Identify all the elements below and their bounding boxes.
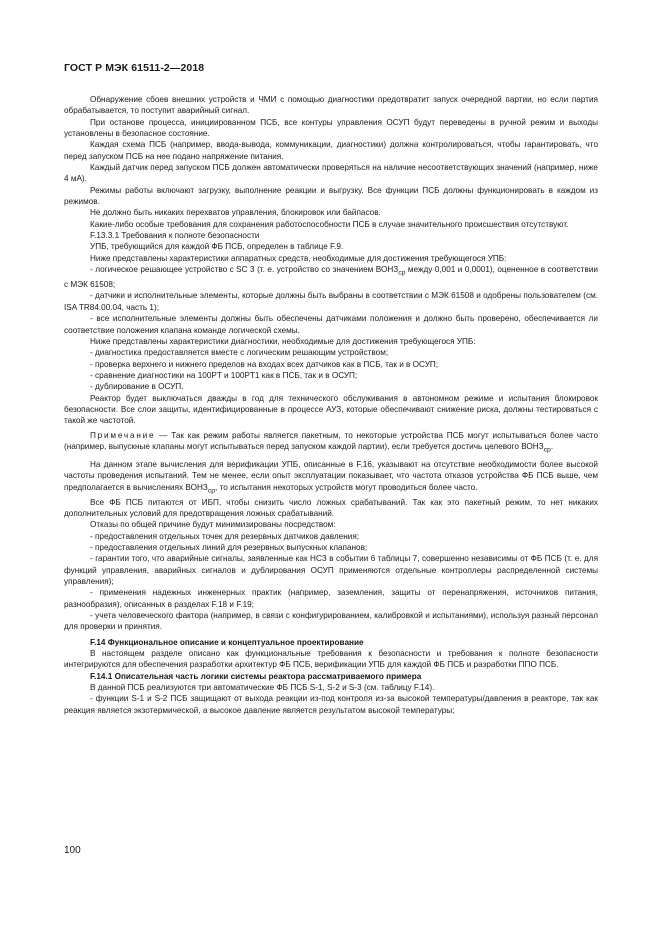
- paragraph: Режимы работы включают загрузку, выполнение реакции и выгрузку. Все функции ПСБ должны функционировать в каждом из режимов.: [64, 185, 598, 207]
- list-item: - гарантии того, что аварийные сигналы, заявленные как НСЗ в событии 6 таблицы 7, совершенно независимы от ФБ ПСБ (т. е. для функций управления, аварийных сигналов и дублирования ОСУП применяются отдельные контроллеры распределенной системы управления);: [64, 554, 598, 587]
- paragraph: Каждая схема ПСБ (например, ввода-вывода, коммуникации, диагностики) должна контролироваться, чтобы гарантировать, что перед запуском ПСБ на нее подано напряжение питания.: [64, 140, 598, 161]
- subscript: ср: [543, 446, 551, 454]
- paragraph: УПБ, требующийся для каждой ФБ ПСБ, определен в таблице F.9.: [90, 242, 344, 252]
- paragraph: В данной ПСБ реализуются три автоматические ФБ ПСБ S-1, S-2 и S-3 (см. таблицу F.14).: [90, 683, 435, 693]
- paragraph: [64, 459, 598, 497]
- subsection-heading: F.14.1 Описательная часть логики системы реактора рассматриваемого примера: [90, 671, 422, 681]
- list-item: - учета человеческого фактора (например, в связи с конфигурированием, калибровкой и испытаниями), используя разный персонал для проверки и принятия.: [64, 611, 598, 632]
- subsection-heading: F.13.3.1 Требования к полноте безопасности: [90, 231, 260, 241]
- paragraph: Реактор будет выключаться дважды в год для технического обслуживания в автономном режиме и испытания блокировок безопасности. Все слои защиты, идентифицированные в процессе АУЗ, которые обеспечивают снижение риска, должны тестироваться с такой же частотой.: [64, 393, 598, 426]
- note-tail: .: [550, 441, 554, 451]
- paragraph-text: На данном этапе вычисления для верификации УПБ, описанные в F.16, указывают на отсутствие необходимости более высокой частоты проведения испытаний. Тем не менее, если опыт эксплуатации показывает, что частота отказов устройства ФБ ПСБ выше, чем предполагается в вычислениях ВОНЗ: [64, 459, 598, 492]
- paragraph: Какие-либо особые требования для сохранения работоспособности ПСБ в случае значительного происшествия отсутствуют.: [90, 219, 569, 229]
- paragraph: Отказы по общей причине будут минимизированы посредством:: [90, 520, 336, 530]
- paragraph-tail: , то испытания некоторых устройств могут проводиться более часто.: [215, 482, 478, 492]
- list-item: - все исполнительные элементы должны быть обеспечены датчиками положения и должно быть проверено, обеспечивается ли соответствие положения клапана команде логической схемы.: [64, 314, 598, 335]
- list-item: - проверка верхнего и нижнего пределов на входах всех датчиков как в ПСБ, так и в ОСУП;: [90, 359, 439, 369]
- section-heading: F.14 Функциональное описание и концептуальное проектирование: [90, 637, 364, 647]
- list-item: - дублирование в ОСУП.: [90, 382, 184, 392]
- subscript: ср: [207, 487, 216, 495]
- paragraph: Все ФБ ПСБ питаются от ИБП, чтобы снизить число ложных срабатываний. Так как это пакетный режим, то нет никаких дополнительных условий для предотвращения ложных срабатываний.: [64, 497, 598, 518]
- list-item-text-tail: между 0,001 и 0,0001), оцененное в соответствии с МЭК 61508;: [64, 265, 598, 290]
- list-item-text: - логическое решающее устройство с SC 3 (т. е. устройство со значением ВОНЗ: [90, 265, 399, 275]
- paragraph: В настоящем разделе описано как функциональные требования к безопасности и требования к полноте безопасности интегрируются для обеспечения разработки архитектур ФБ ПСБ, верификации УПБ для каждой ФБ ПСБ и разработки ППО ПСБ.: [64, 649, 598, 670]
- paragraph: Обнаружение сбоев внешних устройств и ЧМИ с помощью диагностики предотвратит запуск очередной партии, но если партия обрабатывается, то поступит аварийный сигнал.: [64, 95, 598, 116]
- page-body: [64, 94, 598, 716]
- note: [64, 430, 598, 456]
- paragraph: При останове процесса, инициированном ПСБ, все контуры управления ОСУП будут переведены в ручной режим и выходы установлены в безопасное состояние.: [64, 117, 598, 139]
- list-item: - предоставления отдельных точек для резервных датчиков давления;: [90, 531, 360, 541]
- list-item: - датчики и исполнительные элементы, которые должны быть выбраны в соответствии с МЭК 61508 и одобрены пользователем (см. ISA TR84.00.04, часть 1);: [64, 291, 598, 312]
- list-item: - диагностика предоставляется вместе с логическим решающим устройством;: [90, 348, 389, 358]
- paragraph: Не должно быть никаких перехватов управления, блокировок или байпасов.: [90, 208, 381, 218]
- page-number: 100: [64, 845, 81, 856]
- paragraph: Каждый датчик перед запуском ПСБ должен автоматически проверяться на наличие несоответствующих значений (например, ниже 4 мА).: [64, 163, 598, 184]
- list-item: - предоставления отдельных линий для резервных выпускных клапанов;: [90, 542, 368, 552]
- note-dash: —: [155, 430, 172, 440]
- subscript: ср: [398, 269, 406, 277]
- list-item: - функции S-1 и S-2 ПСБ защищают от выхода реакции из-под контроля из-за высокой температуры/давления в реакторе, так как реакция является экзотермической, а высокое давление является результатом высокой температуры;: [64, 694, 598, 715]
- note-label: Примечание: [90, 430, 156, 440]
- list-item: - сравнение диагностики на 100PT и 100PT1 как в ПСБ, так и в ОСУП;: [90, 370, 358, 380]
- paragraph: Ниже представлены характеристики аппаратных средств, необходимые для достижения требующегося УПБ:: [90, 253, 507, 263]
- list-item: - применения надежных инженерных практик (например, заземления, защиты от перенапряжения, источников питания, разнообразия), описанных в разделах F.18 и F.19;: [64, 588, 598, 609]
- paragraph: Ниже представлены характеристики диагностики, необходимые для достижения требующегося УПБ:: [90, 336, 476, 346]
- note-text: Так как режим работы является пакетным, то некоторые устройства ПСБ могут испытываться более часто (например, выпускные клапаны могут испытываться перед запуском каждой партии), если требуется достичь целевого ВОНЗ: [64, 430, 598, 451]
- page-header: ГОСТ Р МЭК 61511-2—2018: [64, 62, 205, 74]
- list-item: [64, 264, 598, 290]
